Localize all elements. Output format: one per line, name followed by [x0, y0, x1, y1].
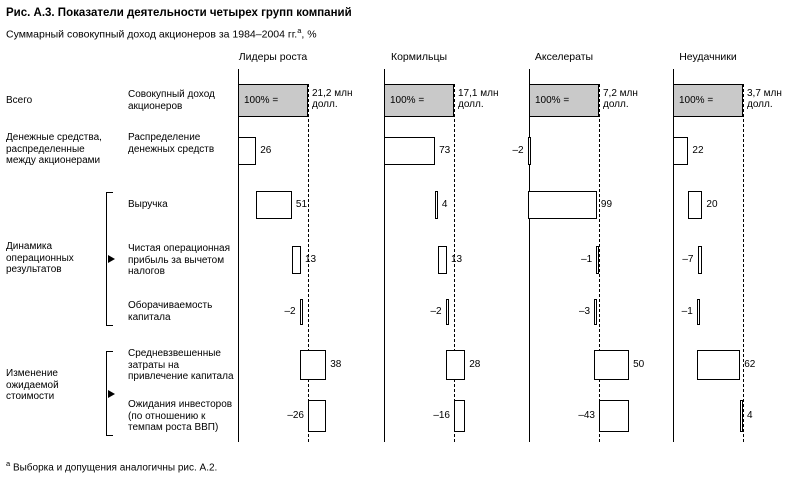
subtitle-text: Суммарный совокупный доход акционеров за 1984–2004 гг. [6, 28, 298, 41]
bracket-arrow-icon [108, 390, 115, 398]
waterfall-bar [292, 246, 301, 274]
bar-value-label: 99 [600, 199, 613, 210]
waterfall-bar [528, 137, 531, 165]
group-axis-line [384, 69, 385, 442]
total-value: 3,7 млн долл. [747, 88, 782, 110]
waterfall-bar [698, 246, 703, 274]
subtitle-footnote-marker: а [297, 26, 302, 35]
figure-title: Рис. А.3. Показатели деятельности четырех групп компаний [6, 7, 352, 19]
total-bar: 100% = [529, 84, 599, 117]
waterfall-bar [688, 191, 702, 219]
bar-value-label: 20 [706, 199, 718, 210]
row-label-cash: Денежные средства, распределенные между акционерами [6, 132, 102, 166]
bar-value-label: 22 [692, 145, 704, 156]
bracket-expected-value [106, 351, 119, 436]
bar-value-label: 13 [451, 254, 463, 265]
bracket-operating-results [106, 192, 119, 326]
group-header: Акселераты [534, 51, 594, 63]
group-axis-line [238, 69, 239, 442]
bar-value-label: –2 [430, 306, 442, 317]
total-bar: 100% = [384, 84, 454, 117]
metric-label-capital-turnover: Оборачиваемость капитала [128, 300, 213, 323]
waterfall-bar [238, 137, 256, 165]
metric-label-total-return: Совокупный доход акционеров [128, 89, 215, 112]
waterfall-bar [438, 246, 447, 274]
bar-value-label: 73 [439, 145, 451, 156]
bracket-tick [107, 351, 113, 352]
metric-label-wacc: Средневзвешенные затраты на привлечение капитала [128, 348, 234, 382]
total-bar: 100% = [673, 84, 743, 117]
bar-value-label: 51 [295, 199, 308, 210]
bar-value-label: –7 [682, 254, 694, 265]
waterfall-bar [596, 246, 599, 274]
subtitle-unit: , % [301, 28, 317, 41]
waterfall-bar [594, 299, 597, 325]
total-bar: 100% = [238, 84, 308, 117]
bar-value-label: 62 [744, 359, 756, 370]
bar-value-label: –26 [287, 410, 304, 421]
footnote-marker: а [6, 459, 11, 468]
bracket-arrow-icon [108, 255, 115, 263]
group-header: Неудачники [679, 51, 737, 63]
bar-value-label: 50 [633, 359, 645, 370]
row-label-expected: Изменение ожидаемой стоимости [6, 368, 59, 402]
bracket-tick [107, 325, 113, 326]
group-axis-line [529, 69, 530, 442]
waterfall-bar [740, 400, 743, 432]
footnote [6, 459, 217, 473]
metric-label-nopat: Чистая операционная прибыль за вычетом налогов [128, 243, 231, 277]
waterfall-bar [435, 191, 438, 219]
bar-value-label: –16 [433, 410, 450, 421]
metric-label-investor-expectations: Ожидания инвесторов (по отношению к темпам роста ВВП) [128, 399, 233, 433]
bar-value-label: 26 [260, 145, 272, 156]
bar-value-label: 38 [330, 359, 342, 370]
total-value: 7,2 млн долл. [603, 88, 638, 110]
waterfall-bar [300, 299, 303, 325]
bar-value-label: –1 [681, 306, 693, 317]
row-label-operating: Динамика операционных результатов [6, 241, 74, 275]
row-label-total: Всего [6, 95, 33, 106]
waterfall-bar [454, 400, 465, 432]
waterfall-bar [599, 400, 629, 432]
metric-label-revenue: Выручка [128, 199, 168, 210]
group-100pct-dashed-line [743, 84, 744, 442]
waterfall-bar [256, 191, 292, 219]
waterfall-bar [528, 191, 597, 219]
footnote-text: Выборка и допущения аналогичны рис. А.2. [12, 462, 218, 474]
waterfall-bar [384, 137, 435, 165]
waterfall-bar [446, 299, 449, 325]
bar-value-label: –3 [578, 306, 591, 317]
group-header: Лидеры роста [238, 51, 308, 63]
bar-value-label: 4 [747, 410, 753, 421]
metric-label-cash-distribution: Распределение денежных средств [128, 132, 215, 155]
bar-value-label: –1 [581, 254, 593, 265]
total-value: 21,2 млн долл. [312, 88, 353, 110]
bar-value-label: –43 [578, 410, 595, 421]
bar-value-label: 28 [469, 359, 481, 370]
bar-value-label: –2 [284, 306, 296, 317]
waterfall-bar [308, 400, 326, 432]
bar-value-label: –2 [512, 145, 524, 156]
waterfall-bar [697, 299, 700, 325]
bar-value-label: 13 [305, 254, 317, 265]
bracket-tick [107, 435, 113, 436]
waterfall-bar [673, 137, 688, 165]
group-header: Кормильцы [390, 51, 448, 63]
total-value: 17,1 млн долл. [458, 88, 499, 110]
waterfall-bar [300, 350, 327, 380]
bar-value-label: 4 [441, 199, 448, 210]
waterfall-bar [446, 350, 466, 380]
waterfall-bar [594, 350, 629, 380]
waterfall-bar [697, 350, 740, 380]
bracket-tick [107, 192, 113, 193]
